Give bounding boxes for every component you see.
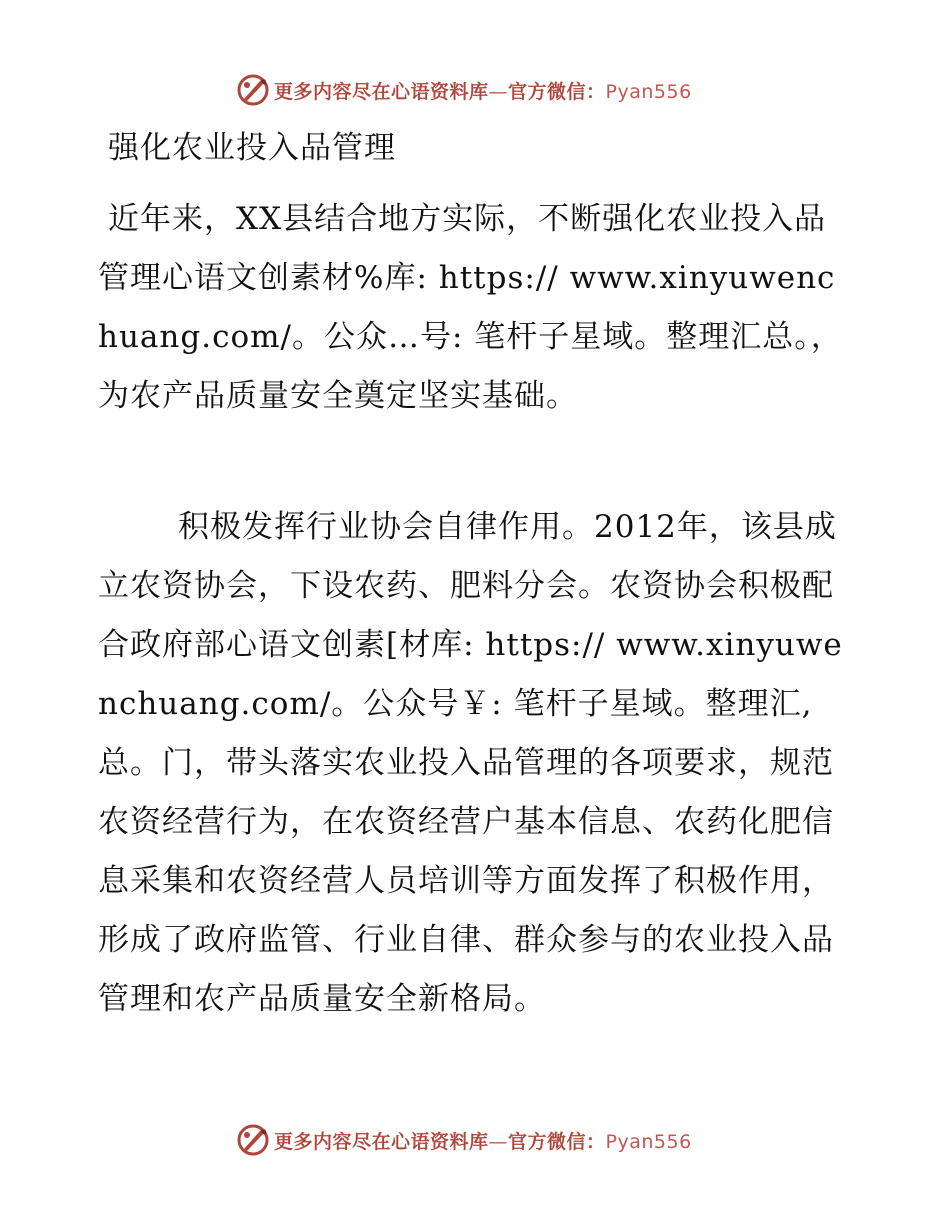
quill-pen-circle-icon — [236, 1123, 270, 1157]
paragraph-2: 积极发挥行业协会自律作用。2012年，该县成立农资协会，下设农药、肥料分会。农资协会积极配合政府部心语文创素[材库: https:// www.xinyuwenchuang.com/。公众号￥: 笔杆子星域。整理汇,总。门，带头落实农业投入品管理的各项要求，规范农资经营行为，在农资经营户基本信息、农药化肥信息采集和农资经营人员培训等方面发挥了积极作用，形成了政府监管、行业自律、群众参与的农业投入品管理和农产品质量安全新格局。 — [98, 509, 843, 1017]
footer-watermark-banner — [236, 1122, 692, 1158]
banner-text: 更多内容尽在心语资料库—官方微信：Pyan556 — [274, 1130, 692, 1153]
paragraph-1: 近年来，XX县结合地方实际，不断强化农业投入品管理心语文创素材%库: https:// www.xinyuwenchuang.com/。公众…号: 笔杆子星域。整理汇总。，为农产品质量安全奠定坚实基础。 — [98, 201, 843, 414]
quill-pen-circle-icon — [236, 73, 270, 107]
document-title: 强化农业投入品管理 — [108, 130, 396, 166]
header-watermark-banner — [236, 72, 692, 108]
banner-text: 更多内容尽在心语资料库—官方微信：Pyan556 — [274, 80, 692, 103]
